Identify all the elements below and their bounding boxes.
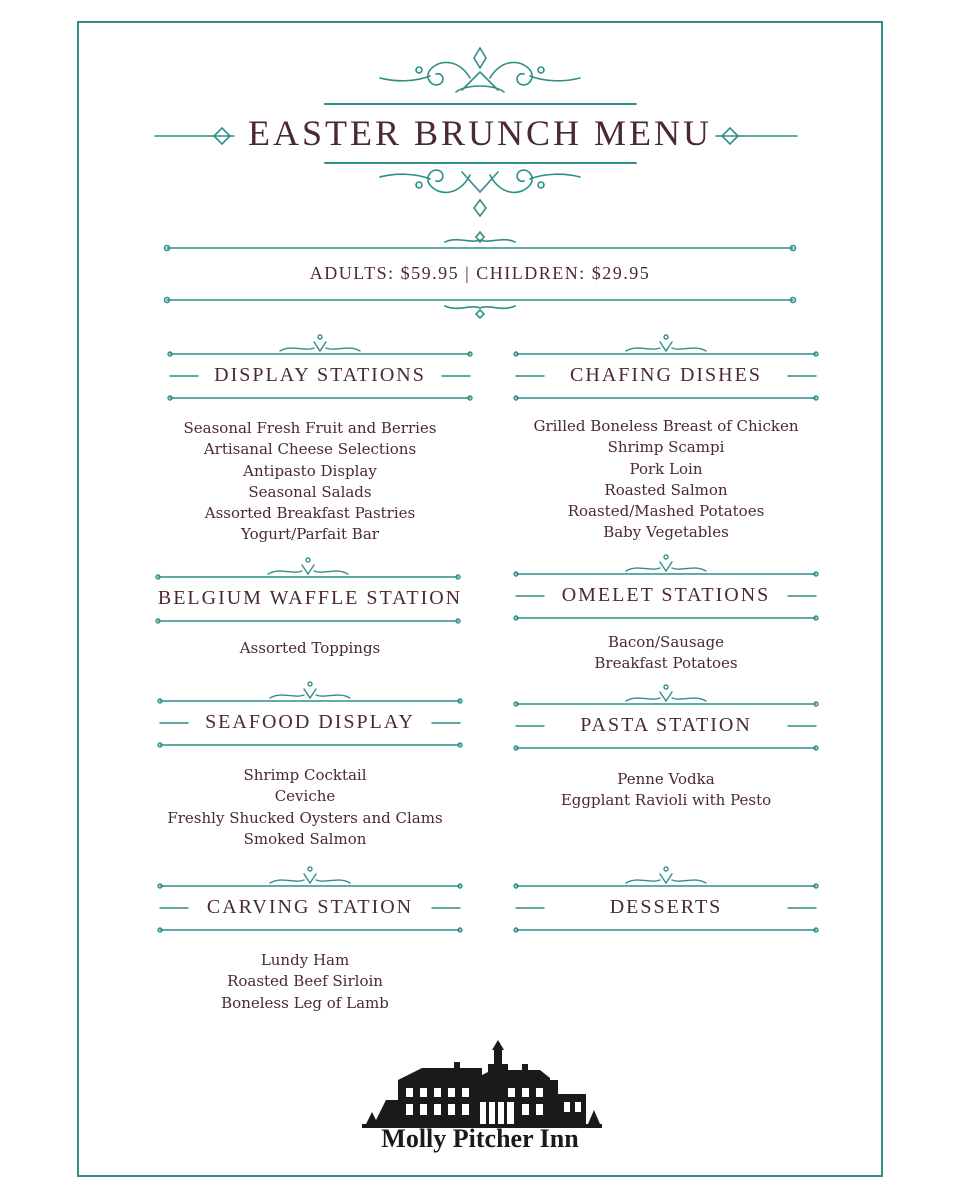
section-title-desserts: DESSERTS [609,896,723,918]
section-title-belgium-waffle-station: BELGIUM WAFFLE STATION [157,587,463,609]
list-item: Ceviche [274,787,336,806]
list-item: Assorted Toppings [239,639,381,657]
items-display-stations [160,418,460,546]
list-item: Breakfast Potatoes [594,654,738,673]
section-title-omelet-stations: OMELET STATIONS [561,584,771,606]
list-item: Assorted Breakfast Pastries [204,504,416,523]
list-item: Seasonal Fresh Fruit and Berries [183,419,437,437]
list-item: Freshly Shucked Oysters and Clams [167,808,443,827]
inn-logo-text: Molly Pitcher Inn [381,1124,579,1153]
list-item: Baby Vegetables [603,523,729,542]
section-title-carving-station: CARVING STATION [206,896,414,918]
list-item: Lundy Ham [260,951,350,969]
items-omelet-stations [516,632,816,675]
list-item: Smoked Salmon [243,829,367,848]
items-belgium-waffle-station [160,638,460,659]
list-item: Pork Loin [629,459,703,478]
list-item: Roasted Salmon [604,480,728,499]
section-title-seafood-display: SEAFOOD DISPLAY [205,711,415,733]
list-item: Grilled Boneless Breast of Chicken [533,417,799,435]
list-item: Shrimp Cocktail [243,766,367,784]
list-item: Yogurt/Parfait Bar [241,525,379,544]
list-item: Artisanal Cheese Selections [203,440,417,459]
inn-building-logo [362,1040,602,1130]
section-title-pasta-station: PASTA STATION [580,714,752,736]
page-title: EASTER BRUNCH MENU [247,113,713,153]
items-seafood-display [155,765,455,850]
section-title-chafing-dishes: CHAFING DISHES [570,364,762,386]
list-item: Shrimp Scampi [607,438,725,457]
list-item: Antipasto Display [243,461,377,480]
list-item: Seasonal Salads [248,482,372,501]
list-item: Roasted Beef Sirloin [227,972,383,991]
section-title-display-stations: DISPLAY STATIONS [214,364,426,386]
list-item: Roasted/Mashed Potatoes [567,502,765,521]
list-item: Boneless Leg of Lamb [221,993,389,1012]
list-item: Bacon/Sausage [607,633,725,651]
list-item: Eggplant Ravioli with Pesto [560,791,772,810]
list-item: Penne Vodka [617,770,715,788]
items-pasta-station [516,769,816,812]
price-line: ADULTS: $59.95 | CHILDREN: $29.95 [309,263,651,283]
items-chafing-dishes [516,416,816,544]
items-carving-station [155,950,455,1014]
